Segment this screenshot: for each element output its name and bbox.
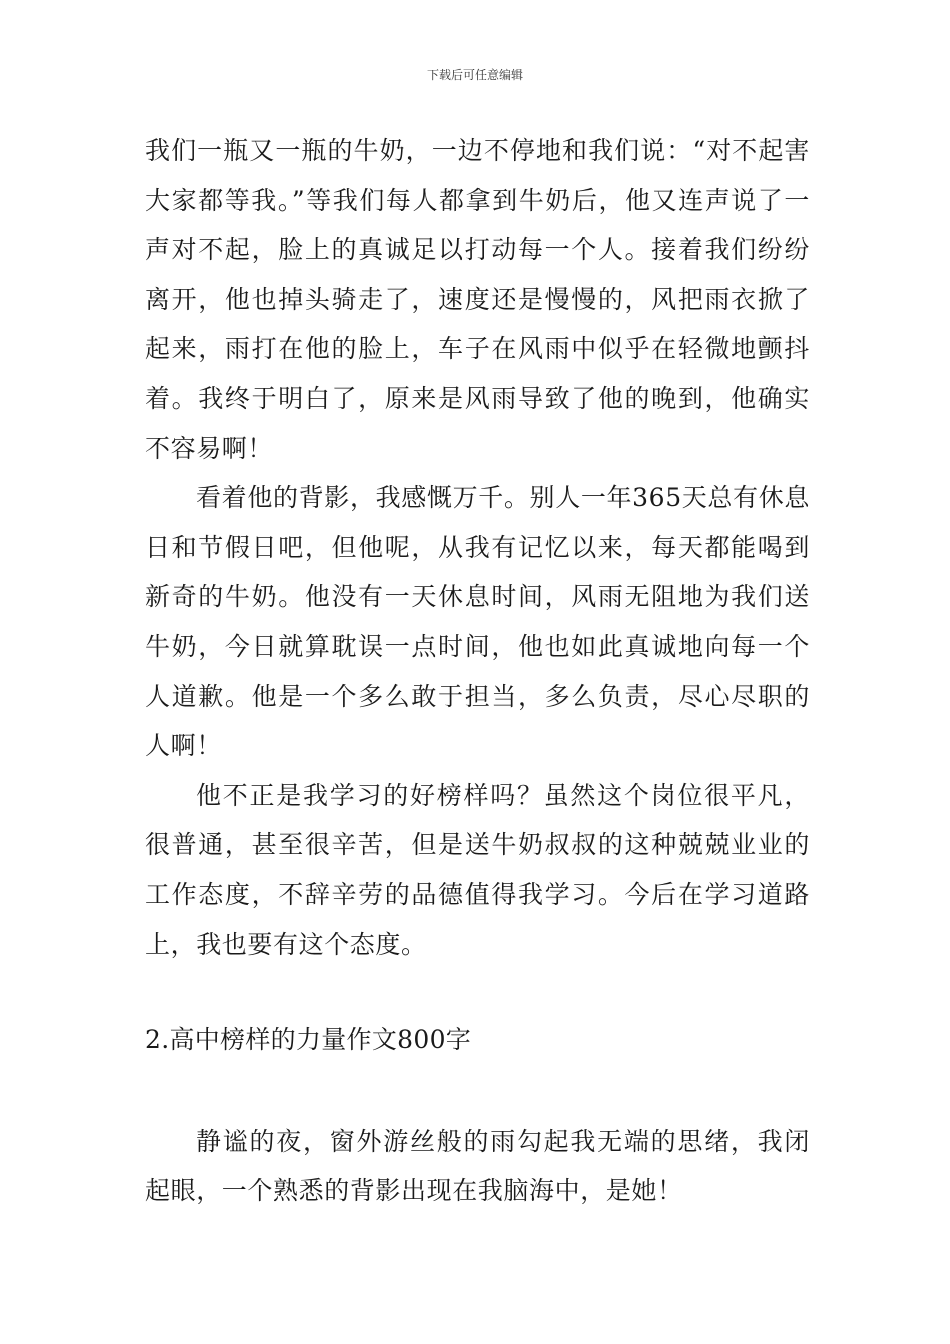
paragraph: 他不正是我学习的好榜样吗？虽然这个岗位很平凡，很普通，甚至很辛苦，但是送牛奶叔叔的这种兢兢业业的工作态度，不辞辛劳的品德值得我学习。今后在学习道路上，我也要有这个态度。 bbox=[145, 780, 810, 959]
paragraph: 看着他的背影，我感慨万千。别人一年365天总有休息日和节假日吧，但他呢，从我有记忆以来，每天都能喝到新奇的牛奶。他没有一天休息时间，风雨无阻地为我们送牛奶，今日就算耽误一点时间，他也如此真诚地向每一个人道歉。他是一个多么敢于担当，多么负责，尽心尽职的人啊！ bbox=[145, 483, 810, 761]
document-body bbox=[145, 126, 810, 1216]
paragraph: 静谧的夜，窗外游丝般的雨勾起我无端的思绪，我闭起眼，一个熟悉的背影出现在我脑海中，是她！ bbox=[145, 1126, 810, 1206]
paragraph: 我们一瓶又一瓶的牛奶，一边不停地和我们说：“对不起害大家都等我。”等我们每人都拿到牛奶后，他又连声说了一声对不起，脸上的真诚足以打动每一个人。接着我们纷纷离开，他也掉头骑走了，速度还是慢慢的，风把雨衣掀了起来，雨打在他的脸上，车子在风雨中似乎在轻微地颤抖着。我终于明白了，原来是风雨导致了他的晚到，他确实不容易啊！ bbox=[145, 136, 810, 463]
header-note: 下载后可任意编辑 bbox=[426, 68, 523, 82]
section-heading: 2.高中榜样的力量作文800字 bbox=[145, 1025, 472, 1055]
